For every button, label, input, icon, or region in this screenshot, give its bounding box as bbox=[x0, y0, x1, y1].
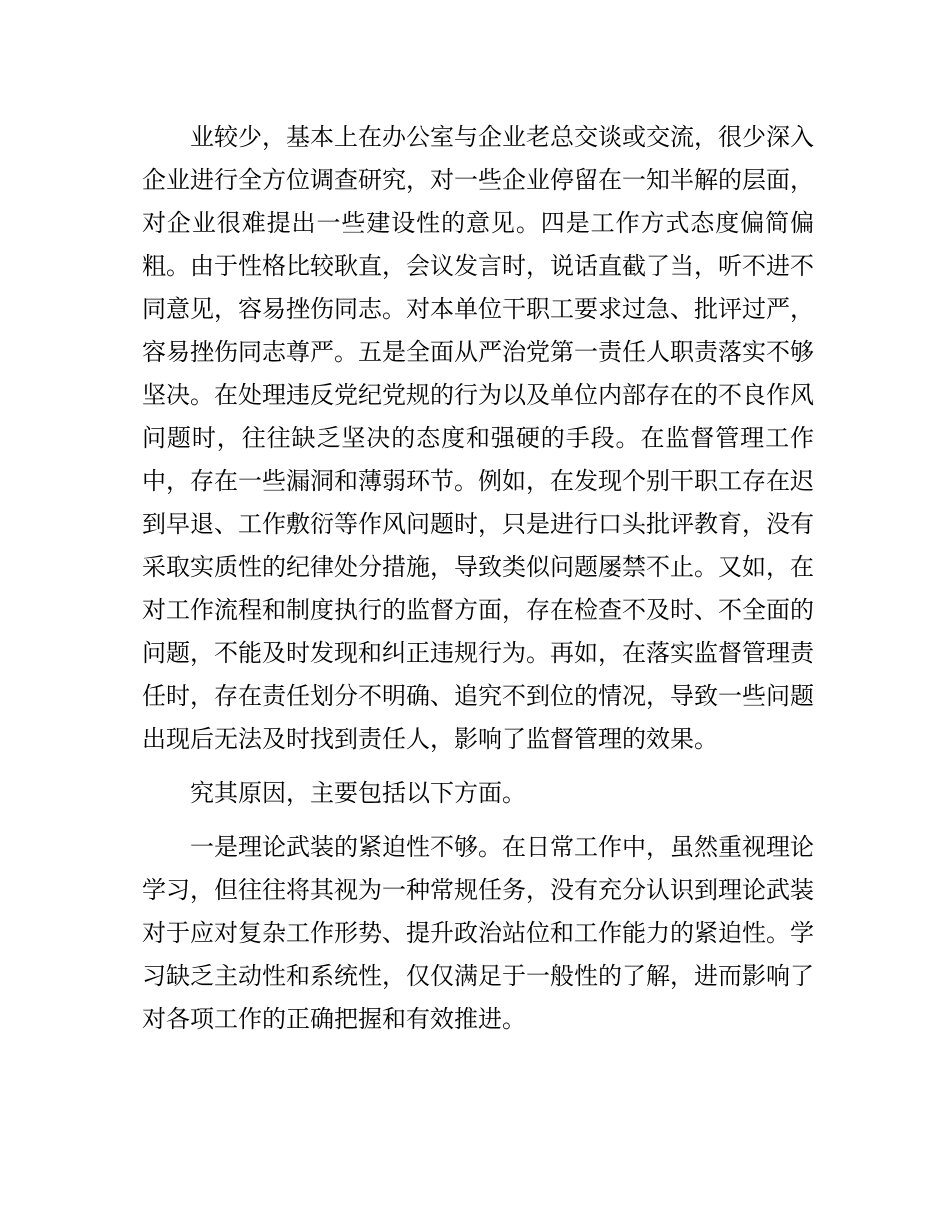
body-paragraph-3: 一是理论武装的紧迫性不够。在日常工作中，虽然重视理论学习，但往往将其视为一种常规任务，没有充分认识到理论武装对于应对复杂工作形势、提升政治站位和工作能力的紧迫性。学习缺乏主动性和系统性，仅仅满足于一般性的了解，进而影响了对各项工作的正确把握和有效推进。 bbox=[142, 833, 814, 1033]
body-paragraph-1: 业较少，基本上在办公室与企业老总交谈或交流，很少深入企业进行全方位调查研究，对一些企业停留在一知半解的层面，对企业很难提出一些建设性的意见。四是工作方式态度偏简偏粗。由于性格比较耿直，会议发言时，说话直截了当，听不进不同意见，容易挫伤同志。对本单位干职工要求过急、批评过严，容易挫伤同志尊严。五是全面从严治党第一责任人职责落实不够坚决。在处理违反党纪党规的行为以及单位内部存在的不良作风问题时，往往缺乏坚决的态度和强硬的手段。在监督管理工作中，存在一些漏洞和薄弱环节。例如，在发现个别干职工存在迟到早退、工作敷衍等作风问题时，只是进行口头批评教育，没有采取实质性的纪律处分措施，导致类似问题屡禁不止。又如，在对工作流程和制度执行的监督方面，存在检查不及时、不全面的问题，不能及时发现和纠正违规行为。再如，在落实监督管理责任时，存在责任划分不明确、追究不到位的情况，导致一些问题出现后无法及时找到责任人，影响了监督管理的效果。 bbox=[142, 123, 814, 753]
body-paragraph-2: 究其原因，主要包括以下方面。 bbox=[190, 779, 526, 807]
document-body bbox=[142, 116, 814, 1041]
